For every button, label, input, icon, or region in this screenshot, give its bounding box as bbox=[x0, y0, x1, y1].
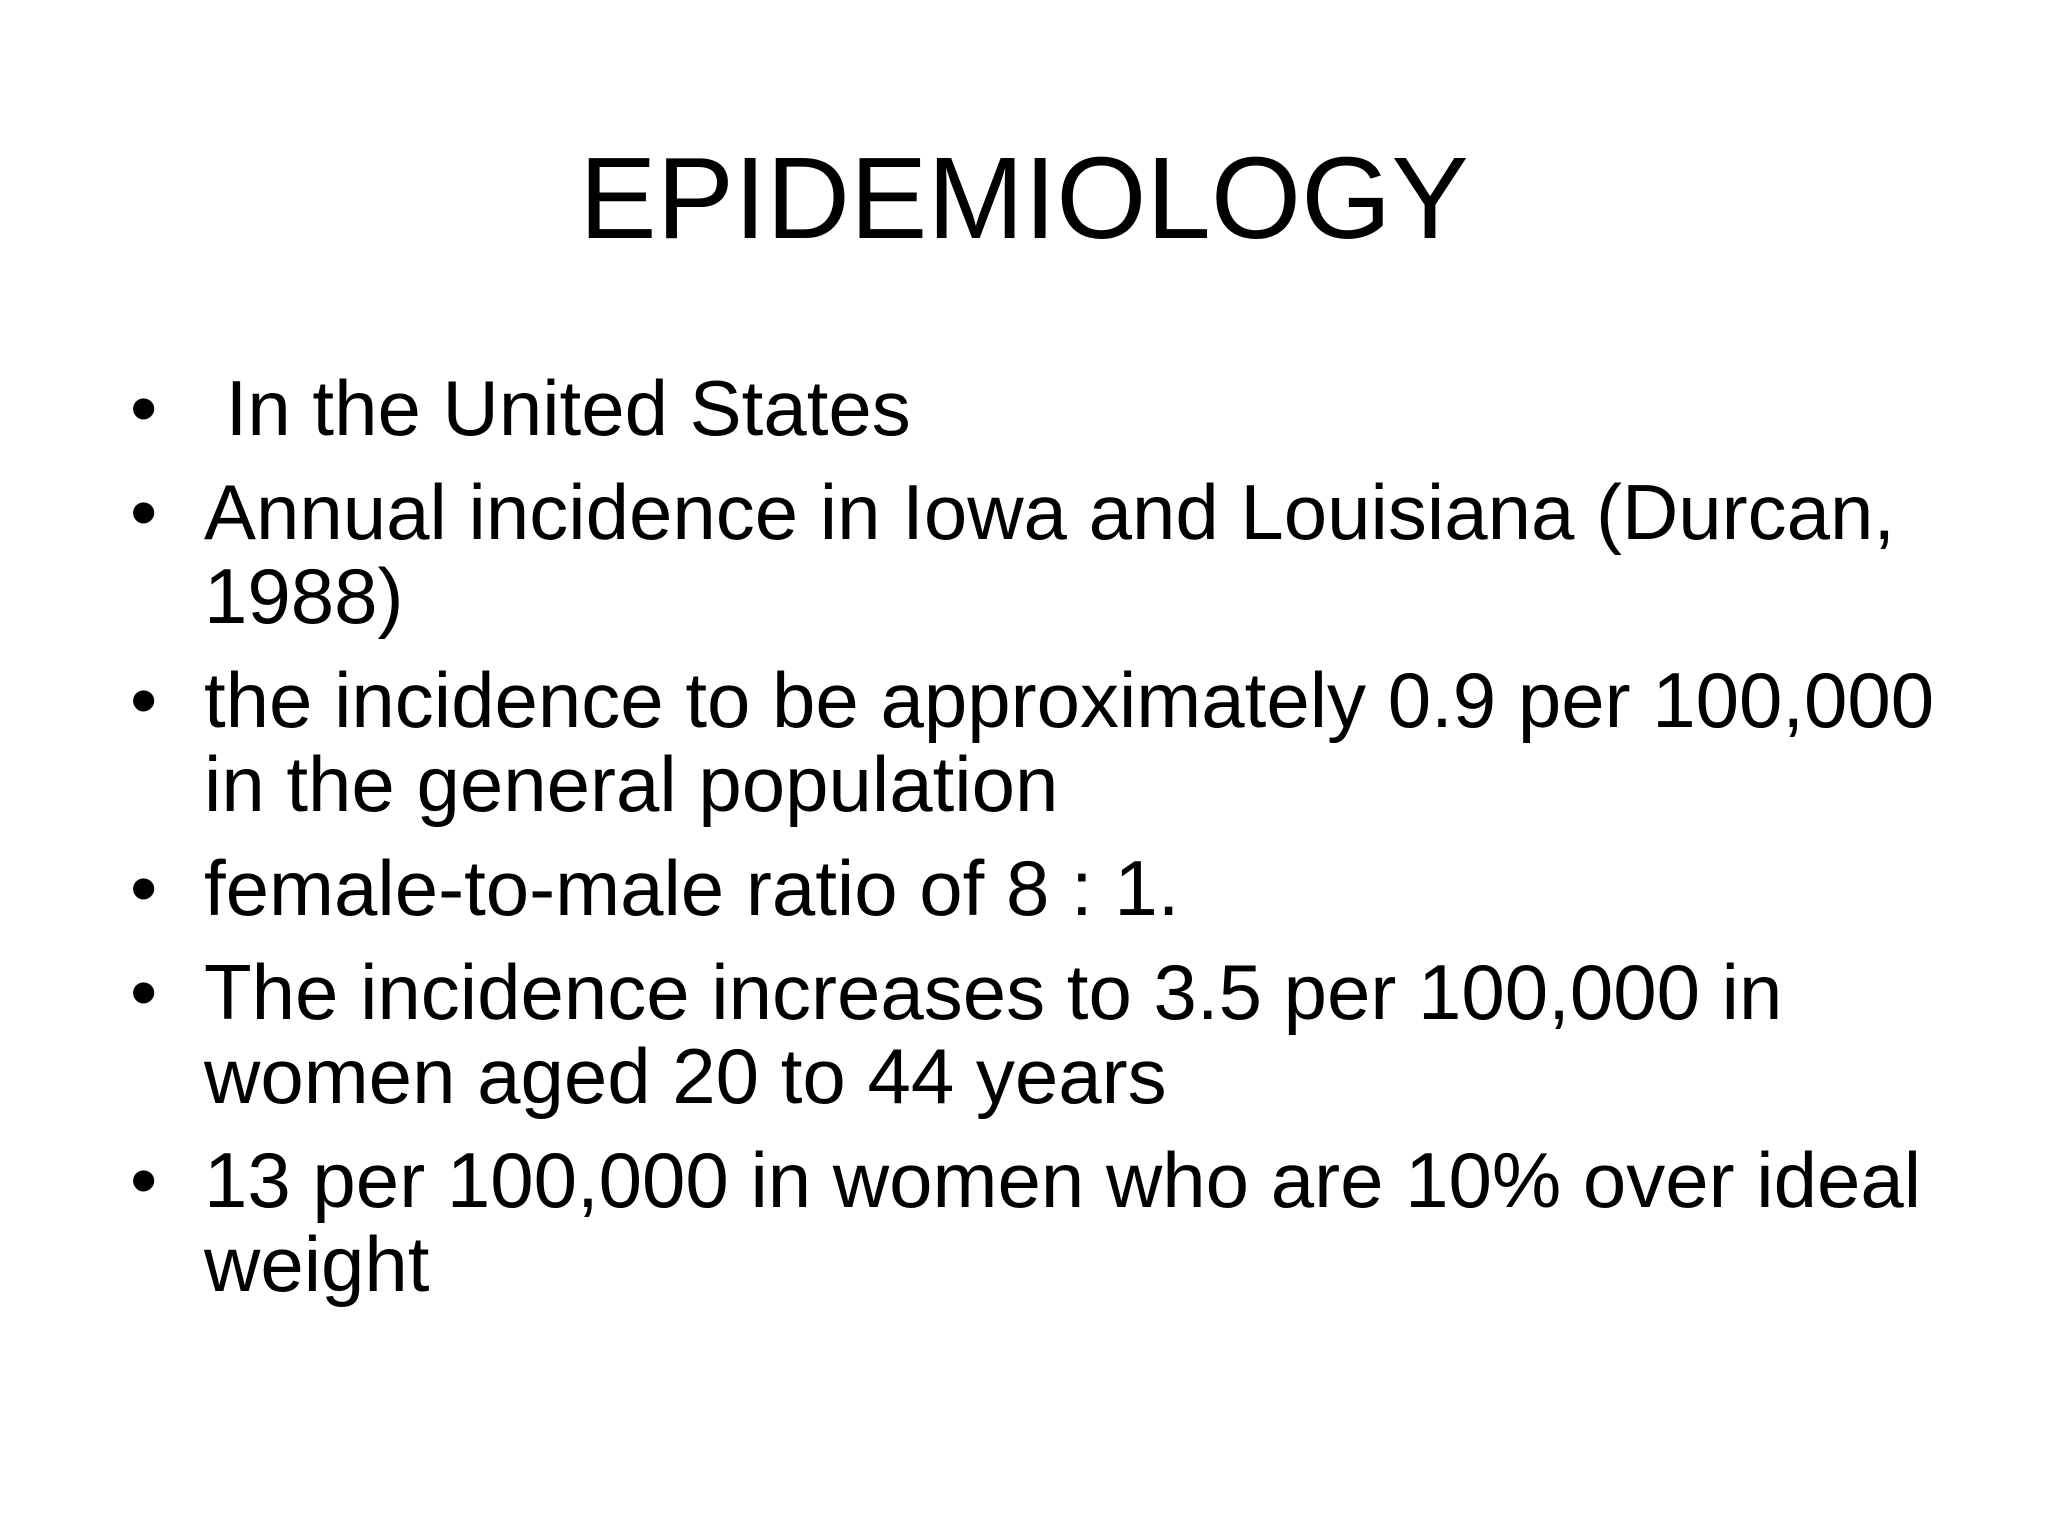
bullet-icon: • bbox=[130, 948, 158, 1036]
slide-title: EPIDEMIOLOGY bbox=[579, 133, 1469, 263]
bullet-item bbox=[112, 846, 1992, 930]
bullet-item bbox=[112, 366, 1992, 450]
bullet-item bbox=[112, 950, 1992, 1118]
bullet-list bbox=[112, 366, 1992, 1326]
bullet-text: female-to-male ratio of 8 : 1. bbox=[204, 844, 1180, 932]
bullet-text: 13 per 100,000 in women who are 10% over ideal weight bbox=[204, 1136, 1922, 1308]
bullet-item bbox=[112, 470, 1992, 638]
bullet-text: In the United States bbox=[204, 364, 911, 452]
bullet-icon: • bbox=[130, 468, 158, 556]
bullet-text: the incidence to be approximately 0.9 per 100,000 in the general population bbox=[204, 656, 1935, 828]
bullet-item bbox=[112, 658, 1992, 826]
bullet-icon: • bbox=[130, 1136, 158, 1224]
bullet-text: Annual incidence in Iowa and Louisiana (Durcan, 1988) bbox=[204, 468, 1896, 640]
bullet-icon: • bbox=[130, 364, 158, 452]
bullet-text: The incidence increases to 3.5 per 100,000 in women aged 20 to 44 years bbox=[204, 948, 1783, 1120]
bullet-icon: • bbox=[130, 844, 158, 932]
bullet-icon: • bbox=[130, 656, 158, 744]
bullet-item bbox=[112, 1138, 1992, 1306]
